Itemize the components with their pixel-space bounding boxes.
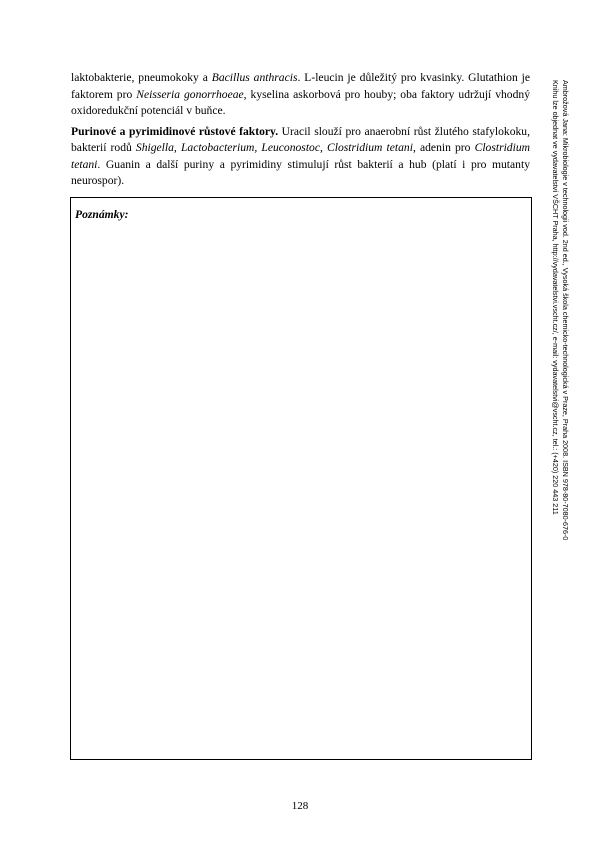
text: , adenin pro — [412, 141, 475, 154]
species-name: Clostridium tetani — [71, 141, 530, 171]
species-list: Shigella, Lactobacterium, Leuconostoc, Clostridium tetani — [135, 141, 413, 154]
text: . L-leucin je důležitý pro kvasinky. Glutathion je faktorem pro — [71, 71, 530, 101]
page-number: 128 — [291, 800, 309, 812]
text: Uracil slouží pro anaerobní růst žlutého stafylokoku, bakterií rodů — [71, 124, 530, 154]
notes-title: Poznámky: — [75, 208, 129, 221]
species-name: Bacillus anthracis — [211, 71, 298, 84]
text: laktobakterie, pneumokoky a — [71, 71, 212, 84]
sidebar-citation: Ambrožová Jana: Mikrobiologie v technologii vod. 2nd ed., Vysoká škola chemicko-technologická v Praze, Praha 2008. ISBN 978-80-7080-676-0 — [561, 80, 570, 541]
paragraph-growth-factors — [71, 70, 530, 120]
sidebar-text — [550, 80, 570, 580]
sidebar-order-info: Knihu lze objednat ve vydavatelství VŠCHT Praha, http://vydavatelstvi.vscht.cz/, e-mail: vydavatelstvi@vscht.cz, tel.: (+420) 220 443 211 — [551, 80, 560, 515]
species-name: Neisseria gonorrhoeae — [136, 87, 244, 101]
paragraph-purine-factors — [71, 124, 530, 190]
text: . Guanin a další puriny a pyrimidiny stimulují růst bakterií a hub (platí i pro mutanty neurospor). — [71, 157, 530, 187]
text: , kyselina askorbová pro houby; oba faktory udržují vhodný oxidoredukční potenciál v buňce. — [71, 87, 530, 117]
notes-box — [70, 197, 532, 760]
section-heading: Purinové a pyrimidinové růstové faktory. — [71, 124, 279, 138]
body-text — [71, 70, 530, 194]
